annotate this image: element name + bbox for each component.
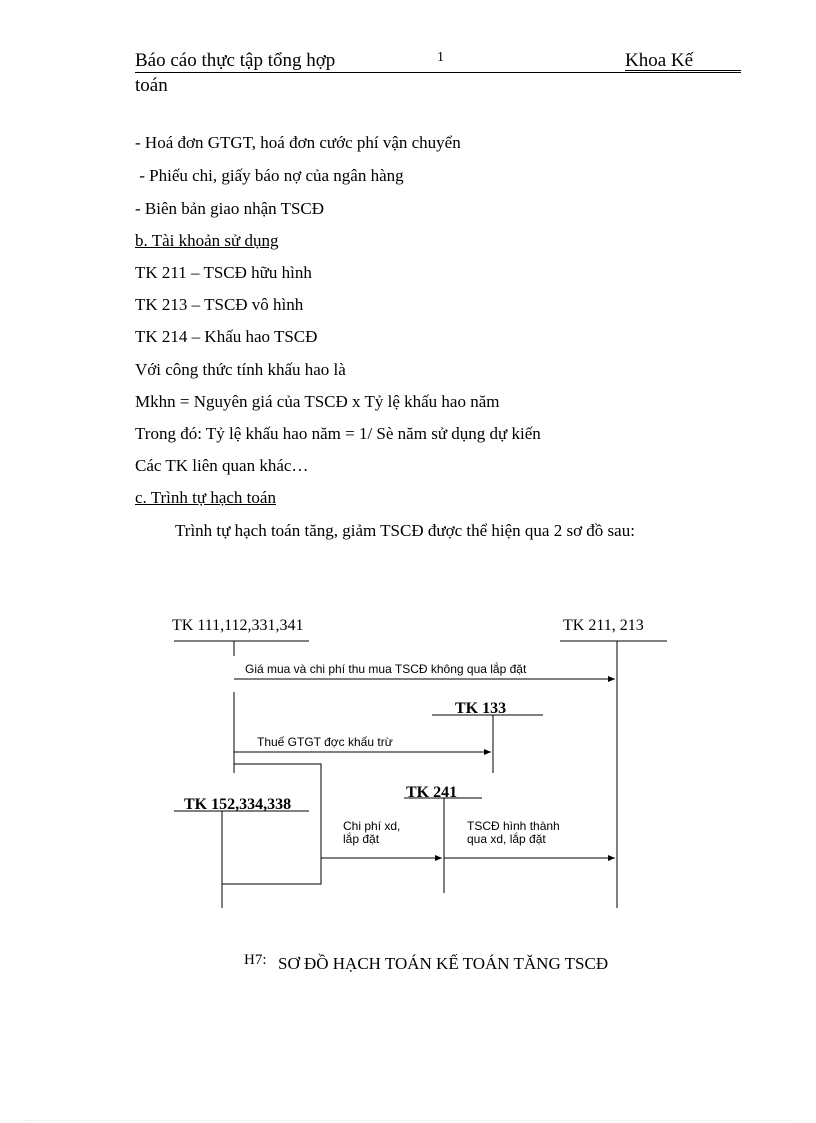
line-tk213: TK 213 – TSCĐ vô hình [135,295,304,314]
line-other-accounts: Các TK liên quan khác… [135,456,309,475]
page-number: 1 [437,50,444,65]
tk152-label: TK 152,334,338 [184,796,292,813]
line-rate-definition: Trong đó: Tỷ lệ khấu hao năm = 1/ Sè năm sử dụng dự kiến [135,424,541,443]
formed-label-1: TSCĐ hình thành [467,819,560,833]
line-tk211: TK 211 – TSCĐ hữu hình [135,263,312,282]
cost-label-1: Chi phí xd, [343,819,401,833]
line-invoice: - Hoá đơn GTGT, hoá đơn cước phí vận chuyển [135,133,461,152]
caption-prefix: H7: [244,952,267,968]
tk211-label: TK 211, 213 [563,617,644,634]
line-payment-slip: - Phiếu chi, giấy báo nợ của ngân hàng [135,166,404,185]
diagram-caption: SƠ ĐỒ HẠCH TOÁN KẾ TOÁN TĂNG TSCĐ [278,954,609,973]
formed-label-2: qua xd, lắp đặt [467,832,546,846]
section-b-heading: b. Tài khoản sử dụng [135,231,279,250]
header-left: Báo cáo thực tập tổng hợp [135,50,336,71]
vat-label: Thuế GTGT đợc khấu trừ [257,735,393,749]
tk111-label: TK 111,112,331,341 [172,617,304,634]
line-diagram-intro: Trình tự hạch toán tăng, giảm TSCĐ được thể hiện qua 2 sơ đồ sau: [175,521,635,540]
cost-label-2: lắp đặt [343,832,380,846]
tk133-label: TK 133 [455,700,507,717]
page-bottom-rule [24,1120,792,1121]
section-c-heading: c. Trình tự hạch toán [135,488,276,507]
line-formula-intro: Với công thức tính khấu hao là [135,360,346,379]
purchase-label: Giá mua và chi phí thu mua TSCĐ không qua lắp đặt [245,662,527,676]
line-handover-record: - Biên bản giao nhận TSCĐ [135,199,325,218]
tk241-label: TK 241 [406,784,458,801]
transfer-bracket [222,764,321,884]
line-tk214: TK 214 – Khấu hao TSCĐ [135,327,318,346]
header-right: Khoa Kế [625,50,694,71]
line-formula: Mkhn = Nguyên giá của TSCĐ x Tỷ lệ khấu hao năm [135,392,500,411]
header-continuation: toán [135,75,168,96]
